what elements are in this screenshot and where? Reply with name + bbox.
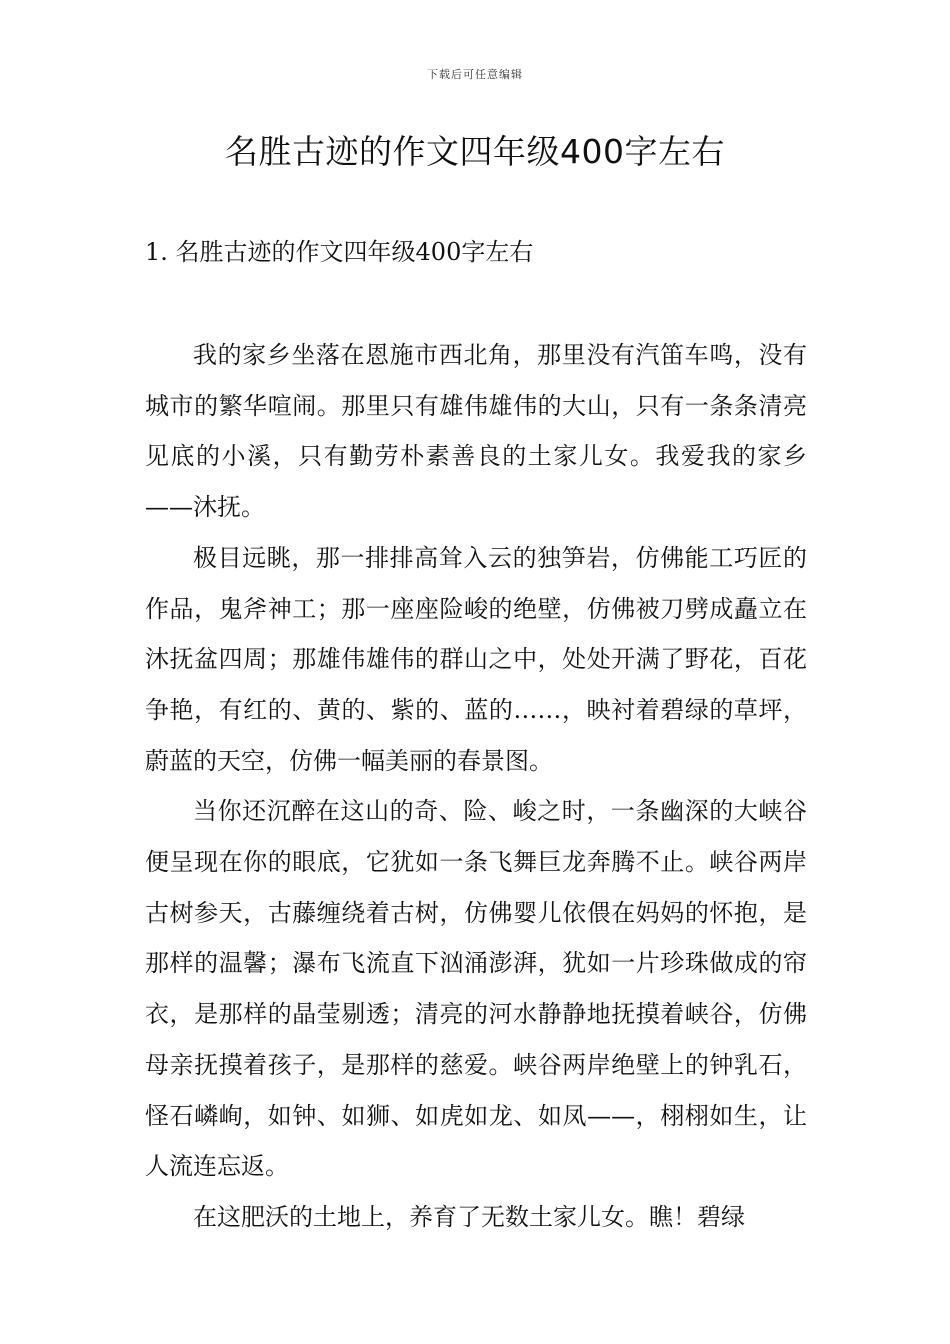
header-note: 下载后可任意编辑 <box>427 68 523 81</box>
paragraph-4: 在这肥沃的土地上，养育了无数土家儿女。瞧！碧绿 <box>193 1202 745 1231</box>
paragraph-2: 极目远眺，那一排排高耸入云的独笋岩，仿佛能工巧匠的作品，鬼斧神工；那一座座险峻的绝壁，仿佛被刀劈成矗立在沐抚盆四周；那雄伟雄伟的群山之中，处处开满了野花，百花争艳，有红的、黄的、紫的、蓝的……，映衬着碧绿的草坪，蔚蓝的天空，仿佛一幅美丽的春景图。 <box>145 543 807 775</box>
document-body <box>145 330 807 1243</box>
paragraph-3: 当你还沉醉在这山的奇、险、峻之时，一条幽深的大峡谷便呈现在你的眼底，它犹如一条飞舞巨龙奔腾不止。峡谷两岸古树参天，古藤缠绕着古树，仿佛婴儿依偎在妈妈的怀抱，是那样的温馨；瀑布飞流直下汹涌澎湃，犹如一片珍珠做成的帘衣，是那样的晶莹剔透；清亮的河水静静地抚摸着峡谷，仿佛母亲抚摸着孩子，是那样的慈爱。峡谷两岸绝壁上的钟乳石，怪石嶙峋，如钟、如狮、如虎如龙、如凤——，栩栩如生，让人流连忘返。 <box>145 797 807 1181</box>
document-title: 名胜古迹的作文四年级400字左右 <box>225 132 725 171</box>
paragraph-1: 我的家乡坐落在恩施市西北角，那里没有汽笛车鸣，没有城市的繁华喧闹。那里只有雄伟雄伟的大山，只有一条条清亮见底的小溪，只有勤劳朴素善良的土家儿女。我爱我的家乡——沐抚。 <box>145 341 807 522</box>
section-heading: 1. 名胜古迹的作文四年级400字左右 <box>145 238 534 266</box>
